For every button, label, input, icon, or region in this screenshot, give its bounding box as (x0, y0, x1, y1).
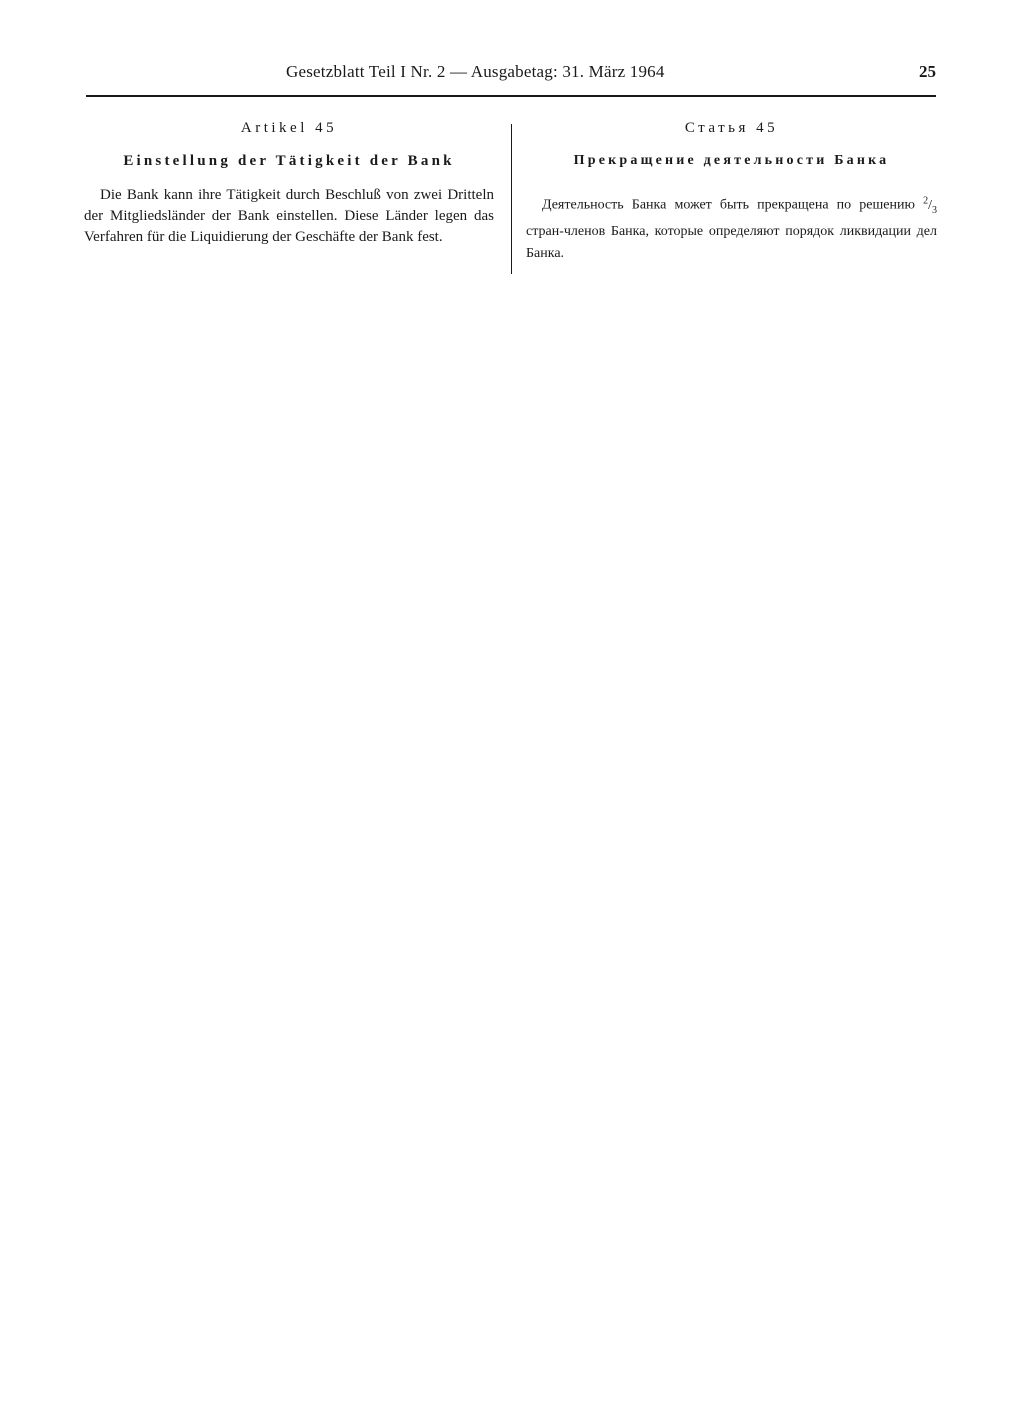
german-column (84, 120, 494, 248)
article-body-ru-part1: Деятельность Банка может быть прекращена по решению (542, 197, 924, 213)
russian-column (526, 120, 937, 265)
article-number-ru: Статья 45 (684, 120, 779, 136)
fraction-numerator: 2 (923, 195, 929, 206)
article-body-ru (526, 190, 937, 265)
article-body-de: Die Bank kann ihre Tätigkeit durch Beschluß von zwei Dritteln der Mitgliedsländer der Bank einstellen. Diese Länder legen das Verfahren für die Liquidierung der Geschäfte der Bank fest. (84, 187, 494, 245)
article-title-de: Einstellung der Tätigkeit der Bank (123, 153, 455, 169)
page-number: 25 (919, 62, 936, 81)
header-title: Gesetzblatt Teil I Nr. 2 — Ausgabetag: 31. März 1964 (286, 62, 665, 81)
column-divider (511, 124, 512, 274)
article-title-ru: Прекращение деятельности Банка (573, 153, 890, 168)
page-header (86, 62, 936, 96)
fraction-denominator: 3 (932, 204, 937, 216)
article-number-de: Artikel 45 (240, 120, 338, 136)
article-body-ru-part2: стран-членов Банка, которые определяют порядок ликвидации дел Банка. (526, 224, 937, 262)
header-rule (86, 95, 936, 97)
fraction-two-thirds: $^2/_3$ (923, 195, 937, 216)
